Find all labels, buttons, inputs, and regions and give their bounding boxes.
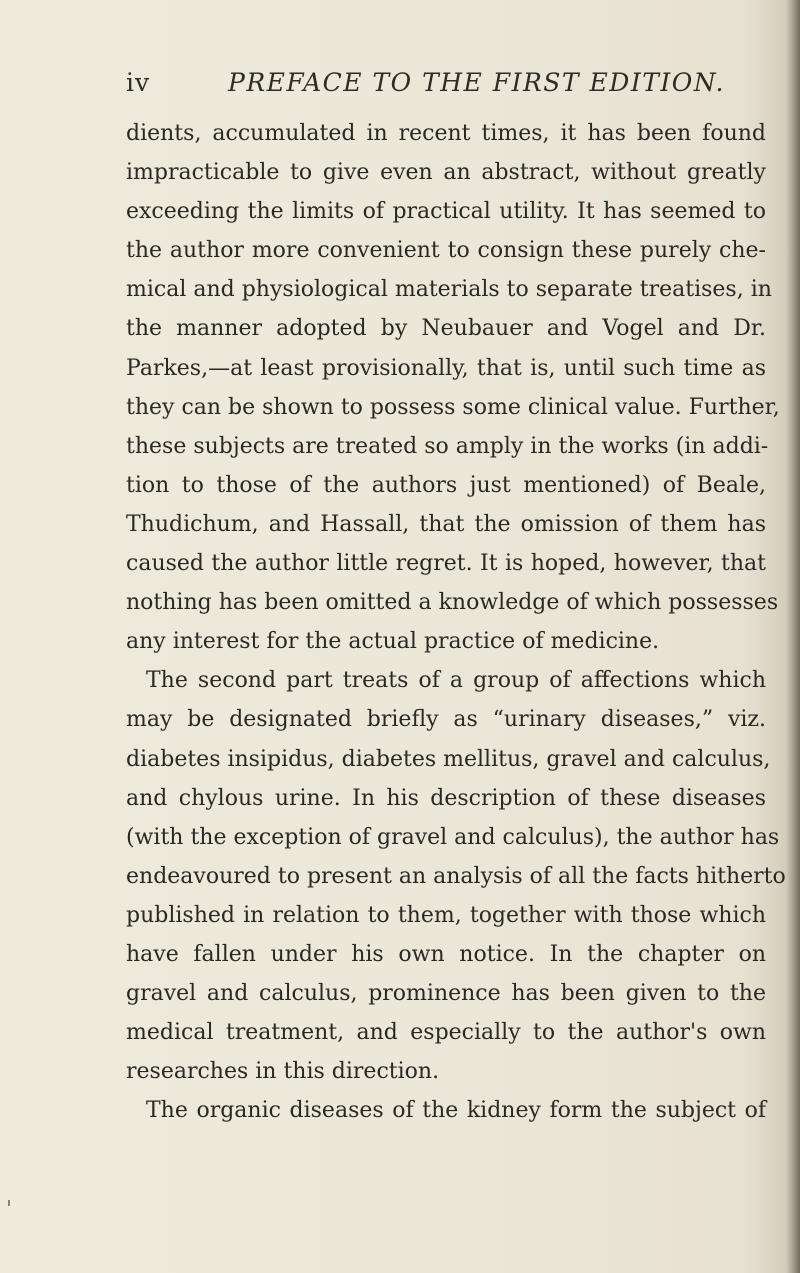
text-line: medical treatment, and especially to the author's own [126,1020,766,1046]
text-line: the author more convenient to consign these purely che- [126,238,766,264]
text-line: Parkes,—at least provisionally, that is, until such time as [126,355,766,381]
text-line: exceeding the limits of practical utility. It has seemed to [126,199,766,225]
text-line: (with the exception of gravel and calculus), the author has [126,824,780,850]
page-number: iv [126,68,151,97]
text-line: mical and physiological materials to separate treatises, in [126,277,772,303]
paragraph-first-line: The second part treats of a group of affections which [146,668,766,694]
text-line: diabetes insipidus, diabetes mellitus, gravel and calculus, [126,746,771,772]
paragraph-last-line: any interest for the actual practice of medicine. [126,629,660,655]
paper-mark [8,1200,10,1206]
text-line: and chylous urine. In his description of these diseases [126,785,766,811]
paragraph-first-line: The organic diseases of the kidney form the subject of [146,1098,766,1124]
text-line: may be designated briefly as “urinary diseases,” viz. [126,707,766,733]
text-line: published in relation to them, together with those which [126,902,766,928]
text-line: caused the author little regret. It is hoped, however, that [126,551,766,577]
page-edge-shadow [786,0,800,1273]
running-head: PREFACE TO THE FIRST EDITION. [228,68,725,97]
page-header [126,68,756,104]
text-line: they can be shown to possess some clinical value. Further, [126,394,780,420]
text-line: the manner adopted by Neubauer and Vogel and Dr. [126,316,766,342]
text-line: these subjects are treated so amply in the works (in addi- [126,433,769,459]
text-line: dients, accumulated in recent times, it has been found [126,121,766,146]
text-line: Thudichum, and Hassall, that the omission of them has [126,511,766,537]
paragraph-last-line: researches in this direction. [126,1059,440,1085]
text-line: impracticable to give even an abstract, without greatly [126,160,766,186]
text-line: endeavoured to present an analysis of all the facts hitherto [126,863,786,889]
text-line: nothing has been omitted a knowledge of which possesses [126,590,779,616]
text-line: gravel and calculus, prominence has been given to the [126,981,766,1007]
body-text [126,114,786,1130]
text-line: tion to those of the authors just mentioned) of Beale, [126,472,766,498]
text-line: have fallen under his own notice. In the chapter on [126,941,766,967]
